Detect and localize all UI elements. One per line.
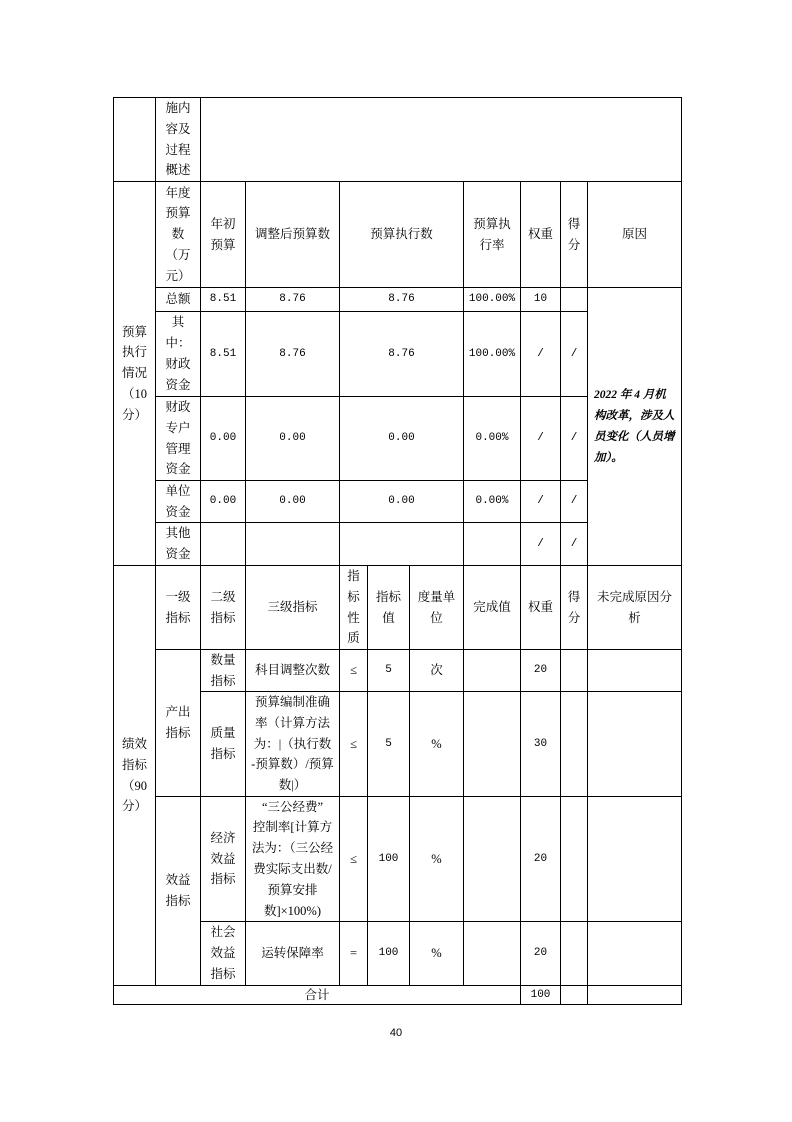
budget-row-initial: 8.51 xyxy=(200,311,246,397)
budget-row-executed: 8.76 xyxy=(339,287,464,312)
perf-row-nature: ≤ xyxy=(339,649,368,692)
perf-row-reason xyxy=(587,691,682,797)
budget-row-initial: 0.00 xyxy=(200,396,246,481)
perf-row-weight: 20 xyxy=(520,921,561,986)
impl-label-cell: 施内 容及 过程 概述 xyxy=(155,97,201,182)
perf-header-nature: 指 标 性 质 xyxy=(339,565,368,650)
perf-row-level2: 社会 效益 指标 xyxy=(200,921,246,986)
budget-row-executed: 8.76 xyxy=(339,311,464,397)
budget-row-weight: / xyxy=(520,522,561,566)
budget-row-score: / xyxy=(560,480,588,523)
budget-header-adjusted: 调整后预算数 xyxy=(245,181,340,288)
total-reason-cell xyxy=(587,985,682,1005)
budget-row-score: / xyxy=(560,311,588,397)
perf-header-value: 指标 值 xyxy=(367,565,410,650)
perf-row-actual xyxy=(463,796,521,922)
budget-row-weight: / xyxy=(520,396,561,481)
perf-row-level3: 科目调整次数 xyxy=(245,649,340,692)
perf-row-nature: ≤ xyxy=(339,796,368,922)
budget-row-label: 其他 资金 xyxy=(155,522,201,566)
budget-row-score: / xyxy=(560,396,588,481)
budget-header-weight: 权重 xyxy=(520,181,561,288)
budget-row-executed: 0.00 xyxy=(339,480,464,523)
budget-row-adjusted: 8.76 xyxy=(245,311,340,397)
perf-row-actual xyxy=(463,691,521,797)
perf-row-score xyxy=(560,649,588,692)
budget-row-score xyxy=(560,287,588,312)
perf-header-unit: 度量单 位 xyxy=(409,565,464,650)
impl-corner-cell xyxy=(113,97,156,182)
budget-row-rate xyxy=(463,522,521,566)
perf-group-benefit-label: 效益 指标 xyxy=(155,796,201,986)
budget-row-initial: 0.00 xyxy=(200,480,246,523)
total-label-cell: 合计 xyxy=(113,985,521,1005)
perf-header-level1: 一级 指标 xyxy=(155,565,201,650)
budget-header-initial: 年初 预算 xyxy=(200,181,246,288)
budget-row-label: 财政 专户 管理 资金 xyxy=(155,396,201,481)
total-weight-cell: 100 xyxy=(520,985,561,1005)
impl-content-cell xyxy=(200,97,682,182)
budget-header-reason: 原因 xyxy=(587,181,682,288)
perf-group-output-label: 产出 指标 xyxy=(155,649,201,797)
budget-header-rate: 预算执 行率 xyxy=(463,181,521,288)
budget-section-label: 预算 执行 情况 （10 分） xyxy=(113,181,156,566)
performance-section-label: 绩效 指标 （90 分） xyxy=(113,565,156,986)
perf-row-level2: 经济 效益 指标 xyxy=(200,796,246,922)
budget-row-adjusted xyxy=(245,522,340,566)
budget-row-initial: 8.51 xyxy=(200,287,246,312)
budget-row-rate: 0.00% xyxy=(463,396,521,481)
page-number: 40 xyxy=(389,1027,403,1039)
budget-row-label: 其 中： 财政 资金 xyxy=(155,311,201,397)
perf-row-level3: 运转保障率 xyxy=(245,921,340,986)
total-score-cell xyxy=(560,985,588,1005)
perf-row-weight: 30 xyxy=(520,691,561,797)
perf-row-actual xyxy=(463,649,521,692)
perf-row-value: 5 xyxy=(367,649,410,692)
budget-row-weight: / xyxy=(520,480,561,523)
perf-row-value: 100 xyxy=(367,796,410,922)
perf-row-unit: 次 xyxy=(409,649,464,692)
budget-row-rate: 100.00% xyxy=(463,287,521,312)
perf-row-score xyxy=(560,796,588,922)
perf-header-level3: 三级指标 xyxy=(245,565,340,650)
perf-row-level3: “三公经费” 控制率[计算方 法为：（三公经 费实际支出数/ 预算安排 数]×100%) xyxy=(245,796,340,922)
perf-row-unit: % xyxy=(409,921,464,986)
perf-row-level2: 质量 指标 xyxy=(200,691,246,797)
budget-row-adjusted: 0.00 xyxy=(245,396,340,481)
perf-row-weight: 20 xyxy=(520,649,561,692)
perf-row-level3: 预算编制准确 率（计算方法 为：|（执行数 -预算数）/预算 数|） xyxy=(245,691,340,797)
perf-header-level2: 二级 指标 xyxy=(200,565,246,650)
perf-header-actual: 完成值 xyxy=(463,565,521,650)
perf-row-unit: % xyxy=(409,796,464,922)
budget-row-initial xyxy=(200,522,246,566)
budget-row-score: / xyxy=(560,522,588,566)
perf-row-reason xyxy=(587,921,682,986)
budget-reason-cell: 2022 年 4 月机 构改革，涉及人 员变化（人员增 加）。 xyxy=(587,287,682,566)
perf-row-weight: 20 xyxy=(520,796,561,922)
budget-row-executed xyxy=(339,522,464,566)
perf-row-score xyxy=(560,691,588,797)
perf-row-actual xyxy=(463,921,521,986)
budget-row-weight: / xyxy=(520,311,561,397)
perf-header-weight: 权重 xyxy=(520,565,561,650)
perf-row-unit: % xyxy=(409,691,464,797)
budget-header-executed: 预算执行数 xyxy=(339,181,464,288)
budget-row-executed: 0.00 xyxy=(339,396,464,481)
budget-row-label: 总额 xyxy=(155,287,201,312)
budget-row-label: 单位 资金 xyxy=(155,480,201,523)
budget-row-rate: 100.00% xyxy=(463,311,521,397)
perf-row-score xyxy=(560,921,588,986)
perf-row-value: 5 xyxy=(367,691,410,797)
budget-header-annual: 年度 预算 数 （万 元） xyxy=(155,181,201,288)
perf-header-reason: 未完成原因分 析 xyxy=(587,565,682,650)
budget-row-rate: 0.00% xyxy=(463,480,521,523)
perf-row-nature: = xyxy=(339,921,368,986)
budget-row-adjusted: 8.76 xyxy=(245,287,340,312)
perf-row-reason xyxy=(587,796,682,922)
perf-row-reason xyxy=(587,649,682,692)
perf-row-value: 100 xyxy=(367,921,410,986)
budget-header-score: 得 分 xyxy=(560,181,588,288)
budget-row-adjusted: 0.00 xyxy=(245,480,340,523)
budget-row-weight: 10 xyxy=(520,287,561,312)
perf-header-score: 得 分 xyxy=(560,565,588,650)
perf-row-nature: ≤ xyxy=(339,691,368,797)
perf-row-level2: 数量 指标 xyxy=(200,649,246,692)
